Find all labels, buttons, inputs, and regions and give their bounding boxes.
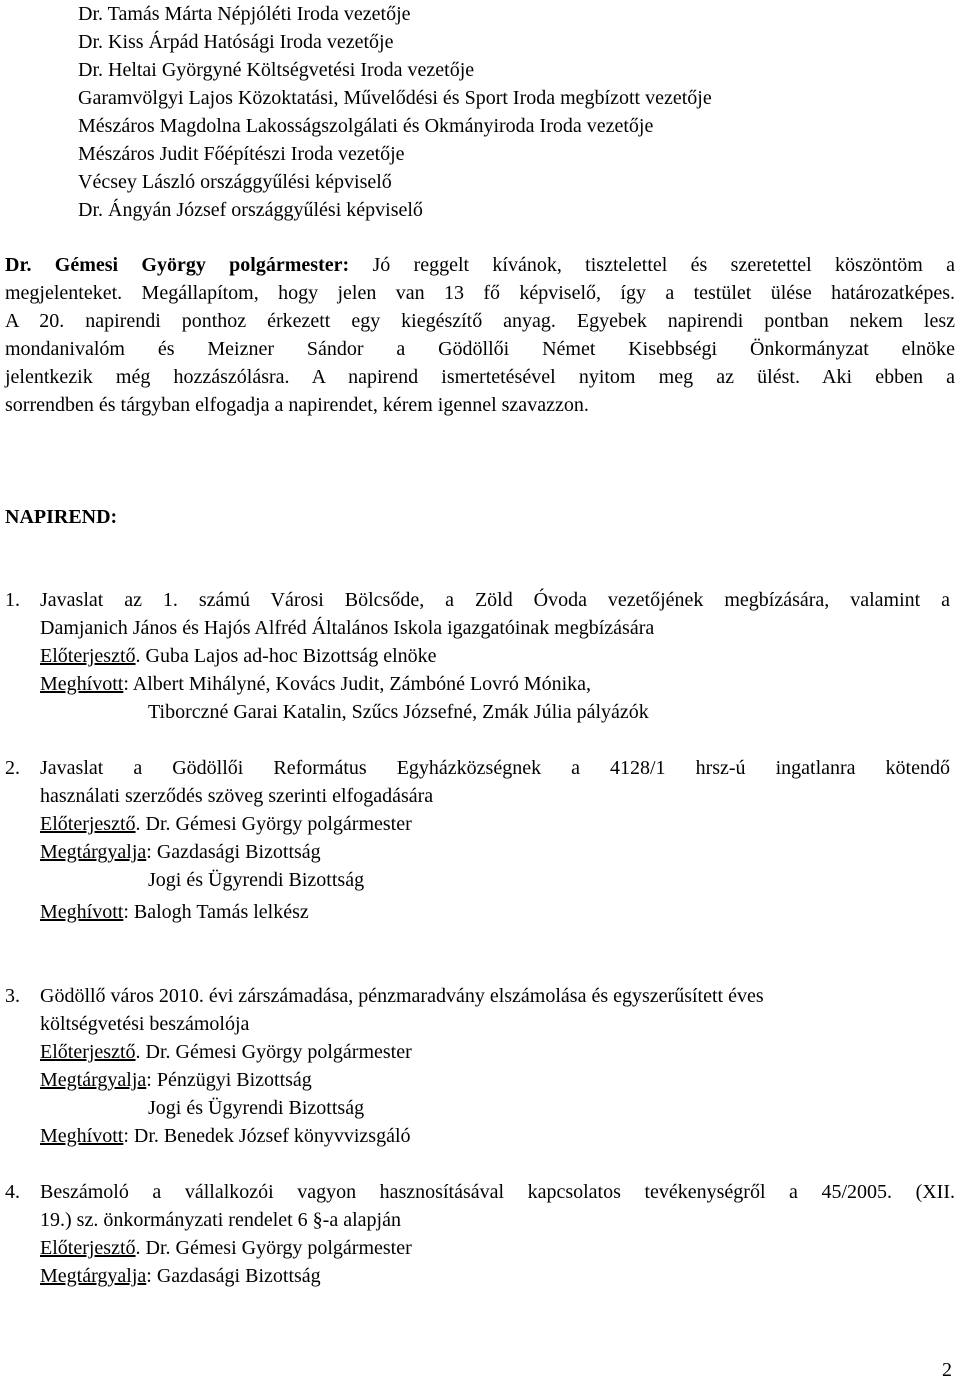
attendee-line: Mészáros Magdolna Lakosságszolgálati és Okmányiroda Iroda vezetője [78, 115, 654, 137]
speaker-name: Dr. Gémesi György polgármester: [5, 254, 350, 276]
agenda-item-title: Beszámoló a vállalkozói vagyon hasznosításával kapcsolatos tevékenységről a 45/2005. (XII. [40, 1181, 955, 1203]
presenter-line [40, 644, 437, 668]
presenter-line [40, 1236, 412, 1260]
invited-line [40, 672, 591, 696]
agenda-item-number: 3. [5, 985, 20, 1007]
speech-line [5, 253, 955, 277]
page-number: 2 [942, 1359, 952, 1381]
discussed-by-continuation: Jogi és Ügyrendi Bizottság [148, 869, 365, 891]
presenter-label: Előterjesztő [40, 645, 136, 667]
presenter-line [40, 812, 412, 836]
agenda-item-title: Gödöllő város 2010. évi zárszámadása, pénzmaradvány elszámolása és egyszerűsített éves [40, 985, 764, 1007]
agenda-item-title: Javaslat az 1. számú Városi Bölcsőde, a Zöld Óvoda vezetőjének megbízására, valamint a [40, 589, 950, 611]
speech-text: Jó reggelt kívánok, tisztelettel és szeretettel köszöntöm a [372, 254, 956, 276]
invited-label: Meghívott [40, 901, 124, 923]
discussed-by-label: Megtárgyalja [40, 1069, 147, 1091]
invited-line [40, 900, 309, 924]
presenter-value: . Dr. Gémesi György polgármester [135, 1237, 412, 1259]
discussed-by-value: : Gazdasági Bizottság [146, 841, 321, 863]
invited-continuation: Tiborczné Garai Katalin, Szűcs Józsefné, Zmák Júlia pályázók [148, 701, 649, 723]
agenda-item-title: költségvetési beszámolója [40, 1013, 250, 1035]
attendee-line: Dr. Kiss Árpád Hatósági Iroda vezetője [78, 31, 394, 53]
speech-line: mondanivalóm és Meizner Sándor a Gödöllői Német Kisebbségi Önkormányzat elnöke [5, 338, 955, 360]
attendee-line: Dr. Heltai Györgyné Költségvetési Iroda vezetője [78, 59, 475, 81]
discussed-by-value: : Gazdasági Bizottság [146, 1265, 321, 1287]
speech-line: A 20. napirendi ponthoz érkezett egy kiegészítő anyag. Egyebek napirendi pontban nekem lesz [5, 310, 955, 332]
discussed-by-label: Megtárgyalja [40, 841, 147, 863]
speech-line: jelentkezik még hozzászólásra. A napirend ismertetésével nyitom meg az ülést. Aki ebben a [5, 366, 955, 388]
discussed-by-line [40, 1068, 312, 1092]
agenda-item-title: használati szerződés szöveg szerinti elfogadására [40, 785, 434, 807]
invited-label: Meghívott [40, 673, 124, 695]
speech-line: megjelenteket. Megállapítom, hogy jelen van 13 fő képviselő, így a testület ülése határozatképes. [5, 282, 955, 304]
attendee-line: Garamvölgyi Lajos Közoktatási, Művelődési és Sport Iroda megbízott vezetője [78, 87, 712, 109]
presenter-value: . Dr. Gémesi György polgármester [135, 813, 412, 835]
invited-value: : Albert Mihályné, Kovács Judit, Zámbóné Lovró Mónika, [123, 673, 592, 695]
discussed-by-label: Megtárgyalja [40, 1265, 147, 1287]
agenda-item-title: 19.) sz. önkormányzati rendelet 6 §-a alapján [40, 1209, 401, 1231]
attendee-line: Vécsey László országgyűlési képviselő [78, 171, 392, 193]
invited-value: : Balogh Tamás lelkész [123, 901, 309, 923]
discussed-by-line [40, 1264, 321, 1288]
presenter-value: . Dr. Gémesi György polgármester [135, 1041, 412, 1063]
agenda-item-title: Damjanich János és Hajós Alfréd Általános Iskola igazgatóinak megbízására [40, 617, 655, 639]
invited-value: : Dr. Benedek József könyvvizsgáló [123, 1125, 411, 1147]
attendee-line: Dr. Tamás Márta Népjóléti Iroda vezetője [78, 3, 411, 25]
presenter-label: Előterjesztő [40, 813, 136, 835]
presenter-label: Előterjesztő [40, 1237, 136, 1259]
attendee-line: Dr. Ángyán József országgyűlési képviselő [78, 199, 423, 221]
agenda-item-title: Javaslat a Gödöllői Református Egyházközségnek a 4128/1 hrsz-ú ingatlanra kötendő [40, 757, 950, 779]
presenter-label: Előterjesztő [40, 1041, 136, 1063]
invited-label: Meghívott [40, 1125, 124, 1147]
speech-line: sorrendben és tárgyban elfogadja a napirendet, kérem igennel szavazzon. [5, 394, 589, 416]
agenda-title: NAPIREND: [5, 506, 118, 528]
presenter-line [40, 1040, 412, 1064]
invited-line [40, 1124, 411, 1148]
presenter-value: . Guba Lajos ad-hoc Bizottság elnöke [135, 645, 437, 667]
agenda-item-number: 1. [5, 589, 20, 611]
agenda-item-number: 4. [5, 1181, 20, 1203]
attendee-line: Mészáros Judit Főépítészi Iroda vezetője [78, 143, 405, 165]
discussed-by-value: : Pénzügyi Bizottság [146, 1069, 312, 1091]
agenda-item-number: 2. [5, 757, 20, 779]
discussed-by-line [40, 840, 321, 864]
discussed-by-continuation: Jogi és Ügyrendi Bizottság [148, 1097, 365, 1119]
